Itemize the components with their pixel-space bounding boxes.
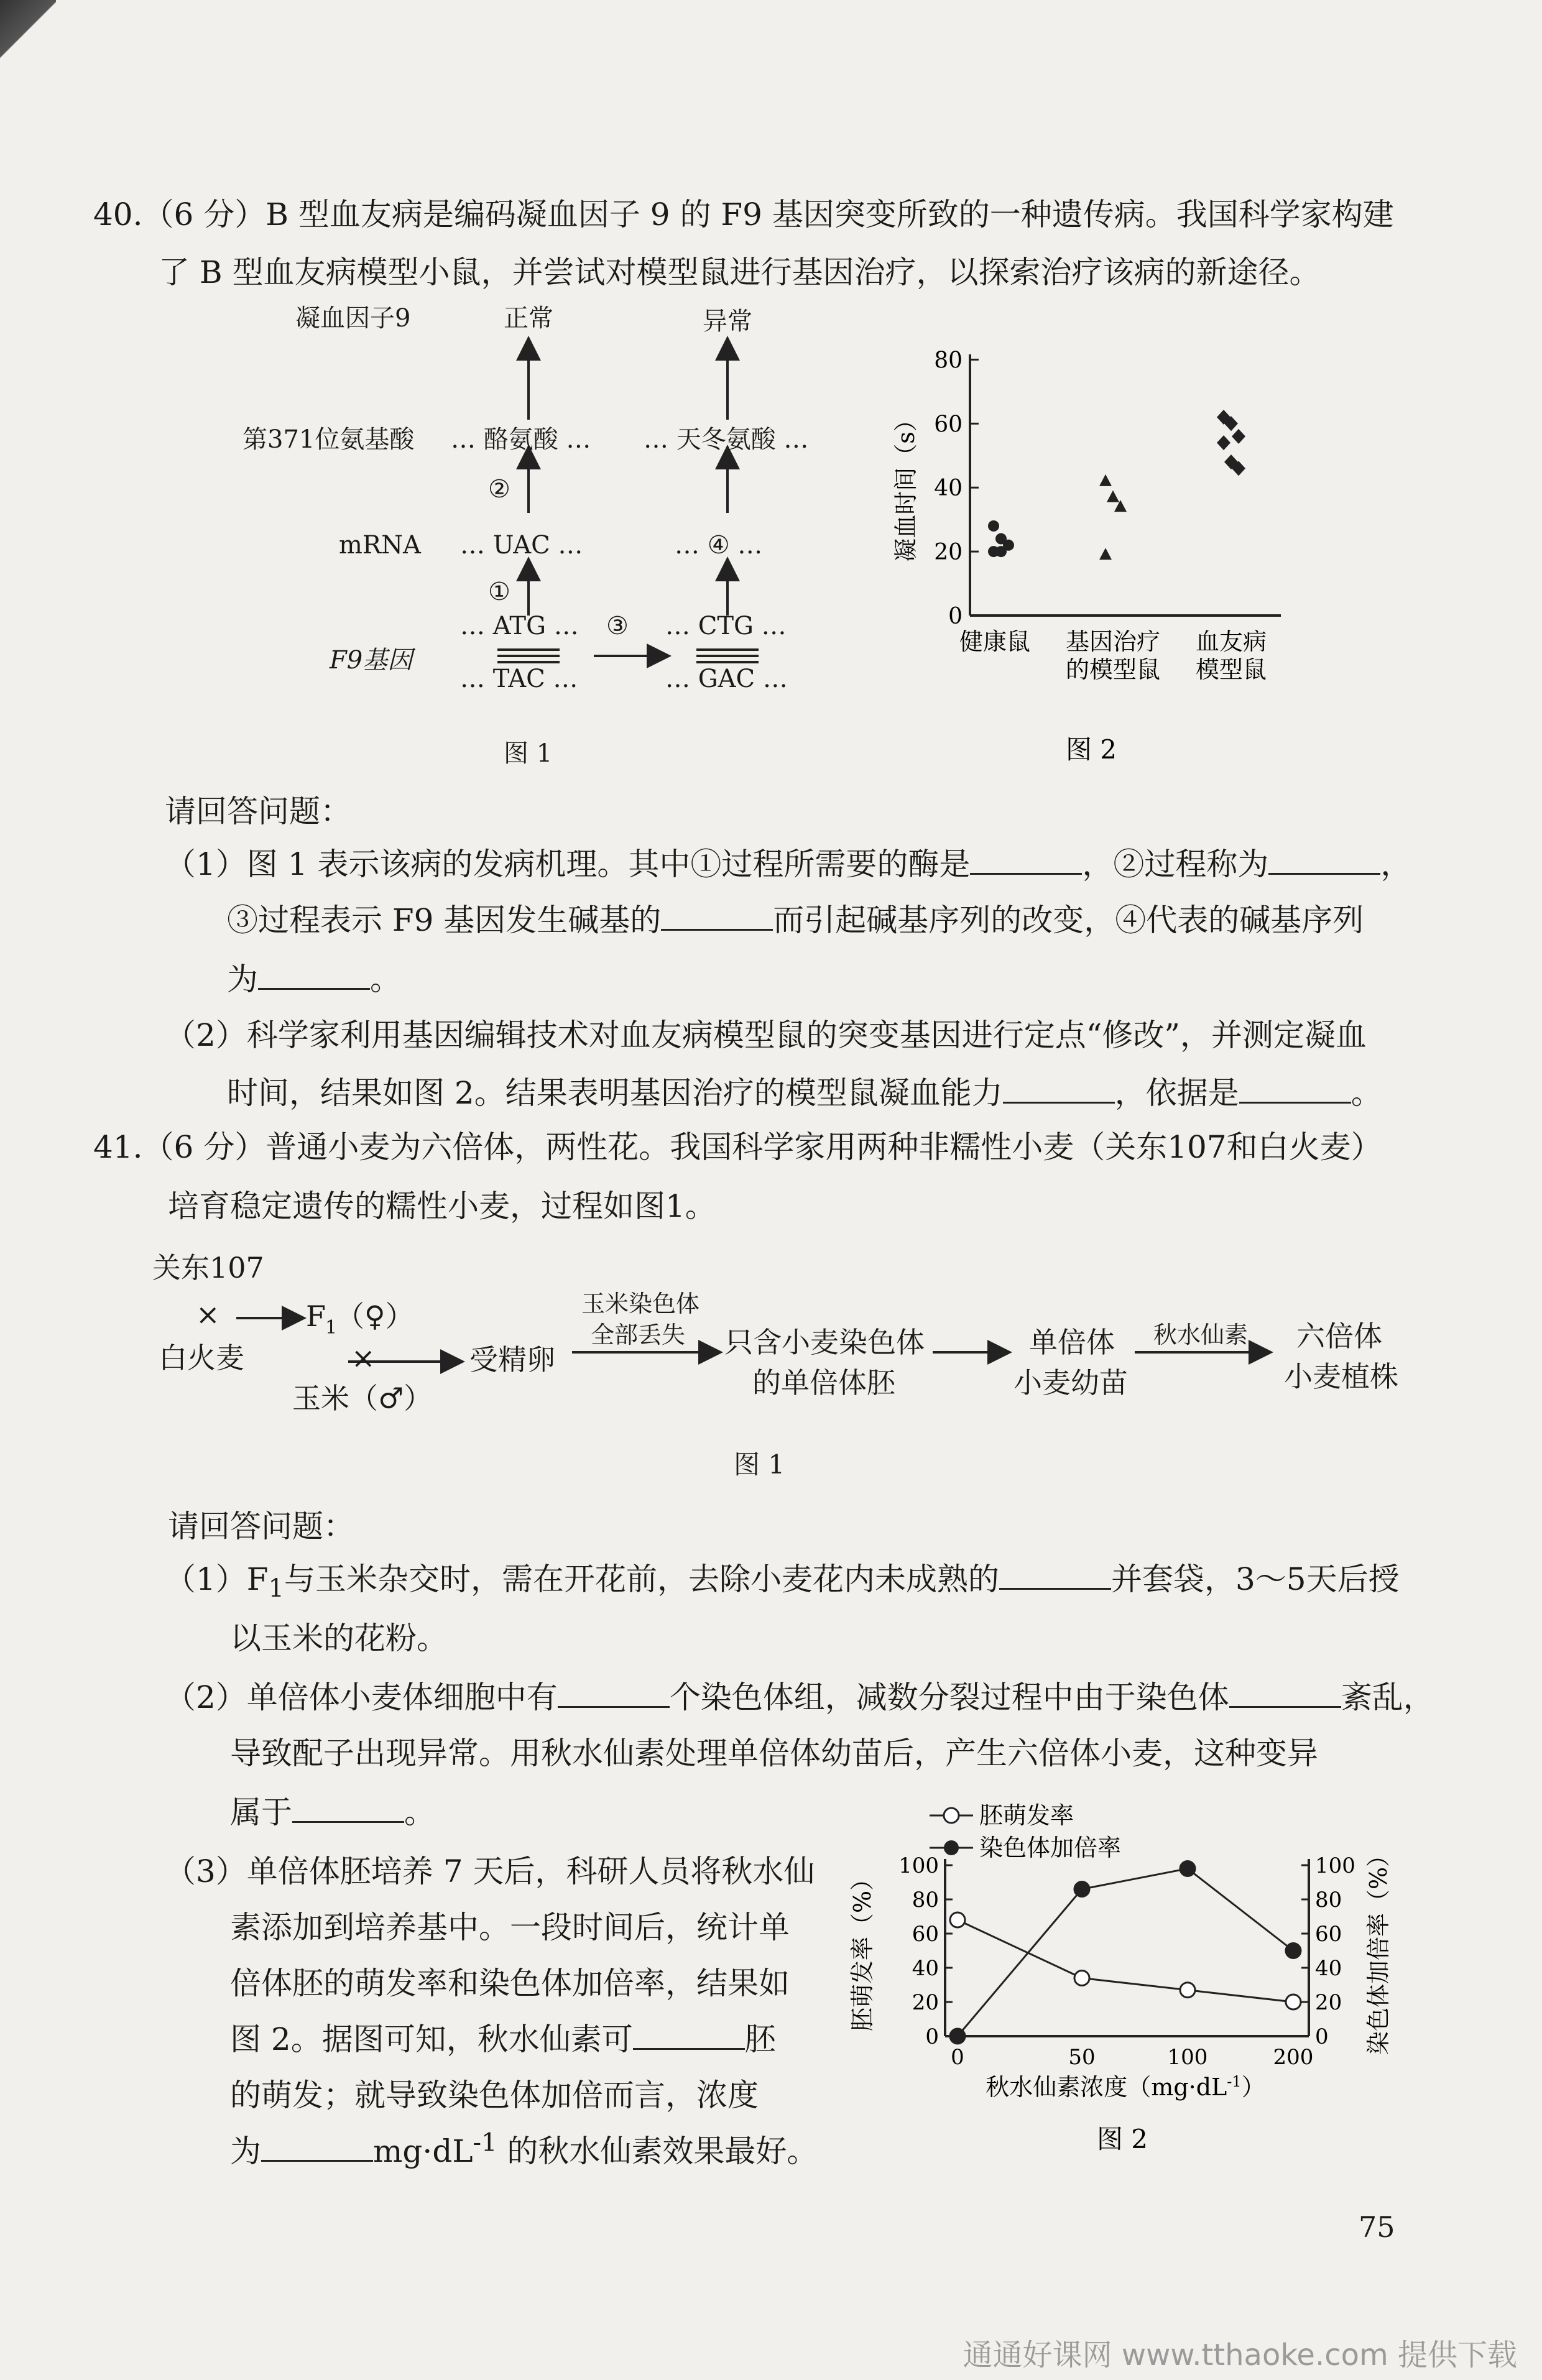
legend-germination: 胚萌发率 [979,1802,1074,1829]
flow-f1-sex: （♀） [336,1299,414,1333]
fig1-tac: … TAC … [460,665,578,693]
q41-part3-line4 [230,2014,776,2059]
point-germination [1286,1995,1301,2009]
page-curl-shadow [0,0,56,87]
q41-p3-text-g: 为 [230,2133,261,2169]
q41-p1-blank-stamen[interactable] [999,1557,1111,1590]
q40-p1-text-b: ，②过程称为 [1082,846,1269,882]
q41-p1-text-a: （1）F [165,1561,269,1597]
fig1-gac: … GAC … [665,665,788,693]
q41-p2-blank-variation[interactable] [292,1790,404,1823]
point-doubling [1180,1861,1195,1876]
point-doubling [950,2029,965,2044]
fig1-met: … 酪氨酸 … [451,425,591,454]
fig1-normal-label: 正常 [504,304,553,333]
fig1-ctg: … CTG … [665,612,787,640]
linechart-ytick-right: 60 [1315,1922,1342,1947]
fig2-ytick-label: 60 [934,412,963,438]
flow-caption: 图 1 [734,1449,785,1480]
q40-p1-text-a: （1）图 1 表示该病的发病机理。其中①过程所需要的酶是 [165,846,971,882]
q40-p1-text-g: 。 [370,961,401,997]
flow-plant1: 六倍体 [1296,1319,1382,1353]
q40-p1-blank-base[interactable] [661,898,773,931]
q40-p2-text-b: 时间，结果如图 2。结果表明基因治疗的模型鼠凝血能力 [227,1075,1003,1111]
linechart-xtick: 50 [1068,2045,1096,2070]
flow-embryo1: 只含小麦染色体 [724,1326,925,1359]
q41-p2-text-a: （2）单倍体小麦体细胞中有 [165,1679,558,1715]
q41-part3-line2: 素添加到培养基中。一段时间后，统计单 [230,1909,790,1945]
q41-stem-1: （6 分）普通小麦为六倍体，两性花。我国科学家用两种非糯性小麦（关东107和白火麦） [142,1129,1382,1165]
fig2-cat3a: 血友病 [1195,628,1267,655]
linechart-axes [945,1859,1309,2036]
point-doubling [1286,1944,1301,1958]
linechart-ytick-right: 80 [1315,1888,1342,1912]
flow-lose2: 全部丢失 [591,1321,686,1349]
q41-p1-text-b: 与玉米杂交时，需在开花前，去除小麦花内未成熟的 [284,1561,999,1597]
flow-guandong: 关东107 [152,1251,264,1285]
fig1-mark2: ② [488,475,510,504]
q41-figure2 [839,1791,1424,2176]
q40-part1-line2 [227,895,1364,940]
linechart-ytick-left: 100 [898,1853,939,1878]
fig2-point-hemophilia [1217,435,1230,450]
linechart-ytick-right: 20 [1315,1990,1342,2015]
q41-p2-blank-sets[interactable] [558,1675,670,1708]
q41-line2: 培育稳定遗传的糯性小麦，过程如图1。 [168,1188,716,1224]
page-number: 75 [1359,2210,1395,2244]
q41-p1-sub: 1 [268,1574,284,1603]
flow-corn: 玉米（♂） [292,1381,433,1415]
linechart-caption: 图 2 [1096,2124,1148,2154]
fig1-mark1: ① [488,578,510,606]
q40-line1 [93,190,1394,234]
fig1-f9gene-label: F9基因 [330,646,413,675]
q40-number: 40. [93,196,143,233]
fig2-ytick-label: 40 [934,476,963,502]
linechart-xlabel: 秋水仙素浓度$(mg\cdot dL^{-1})$ [986,2073,1265,2101]
watermark: 通通好课网 www.tthaoke.com 提供下载 [963,2338,1517,2373]
fig2-cat1: 健康鼠 [959,628,1031,655]
flow-f1: F [306,1299,326,1333]
q41-prompt: 请回答问题： [168,1508,354,1544]
q40-p1-text-d: ③过程表示 F9 基因发生碱基的 [227,902,662,938]
fig2-cat3b: 模型鼠 [1195,656,1267,683]
q40-line2: 了 B 型血友病模型小鼠，并尝试对模型鼠进行基因治疗，以探索治疗该病的新途径。 [159,254,1321,290]
fig2-ytick-label: 20 [934,540,963,566]
q40-p1-text-e: 而引起碱基序列的改变，④代表的碱基序列 [773,902,1364,938]
q40-part1-line3 [227,954,401,999]
fig2-point-healthy [995,546,1007,557]
fig2-ytick-label: 0 [948,604,963,629]
q40-p1-blank-seq4[interactable] [258,957,370,990]
linechart-xtick: 100 [1167,2045,1208,2070]
linechart-legend [930,1802,1121,1861]
linechart-ytick-left: 80 [912,1888,939,1912]
q40-figure2 [877,336,1312,783]
fig1-mark3: ③ [606,612,629,640]
q40-p2-text-d: 。 [1350,1075,1382,1111]
q40-stem-1: B 型血友病是编码凝血因子 9 的 F9 基因突变所致的一种遗传病。我国科学家构建 [265,196,1394,233]
line-germination [958,1920,1293,2002]
flow-cross1: × [196,1298,220,1331]
q41-p3-unit-sup: -1 [473,2128,497,2157]
fig2-point-healthy [988,520,999,532]
q41-part3-line5: 的萌发；就导致染色体加倍而言，浓度 [230,2077,759,2113]
fig2-yticks [934,348,979,629]
q41-p3-blank-effect[interactable] [633,2017,745,2050]
linechart-ytick-right: 0 [1315,2024,1329,2049]
q41-line1 [93,1122,1382,1167]
q41-part3-line6 [230,2126,818,2171]
point-germination [1180,1983,1195,1998]
linechart-ytick-right: 100 [1315,1853,1355,1878]
fig1-uac: … UAC … [460,531,583,560]
q40-p1-blank-process2[interactable] [1268,842,1380,875]
q41-p1-text-c: 并套袋，3～5天后授 [1110,1561,1400,1597]
q41-p3-blank-conc[interactable] [261,2129,373,2162]
linechart-xticks [951,2045,1313,2070]
flow-cross2: × [351,1341,376,1375]
fig2-ytick-label: 80 [934,348,963,374]
flow-colch: 秋水仙素 [1153,1321,1249,1349]
flow-seedling2: 小麦幼苗 [1013,1366,1128,1400]
fig1-factor9-label: 凝血因子9 [295,304,411,333]
q40-p1-blank-enzyme[interactable] [970,842,1082,875]
fig2-point-treated [1107,491,1119,502]
fig1-mark4: … ④ … [675,531,763,560]
q41-p2-text-f: 。 [404,1794,435,1830]
q41-p2-text-e: 属于 [230,1794,292,1830]
q40-part2-line1: （2）科学家利用基因编辑技术对血友病模型鼠的突变基因进行定点“修改”，并测定凝血 [165,1017,1367,1053]
q40-p1-text-f: 为 [227,961,258,997]
linechart-ytick-left: 20 [912,1990,939,2015]
q41-part3-line3: 倍体胚的萌发率和染色体加倍率，结果如 [230,1965,790,2001]
point-doubling [1074,1882,1089,1897]
linechart-ylabel-left: 胚萌发率（%） [849,1866,876,2032]
q40-points: （6 分） [142,196,266,233]
q41-figure1 [143,1247,1449,1495]
flow-lose1: 玉米染色体 [581,1290,700,1317]
legend-doubling: 染色体加倍率 [979,1834,1122,1861]
q41-p2-text-c: 紊乱， [1341,1679,1434,1715]
fig1-mrna-label: mRNA [339,531,421,560]
q41-part2-line1 [165,1672,1434,1717]
linechart-ytick-left: 60 [912,1922,939,1947]
q40-figure1 [236,298,833,783]
q41-p3-unit: mg·dL [373,2133,473,2169]
fig1-atg: … ATG … [460,612,579,640]
linechart-series [950,1861,1301,2044]
linechart-ytick-right: 40 [1315,1956,1342,1981]
q40-p2-blank-ability[interactable] [1003,1071,1115,1104]
flow-f1-sub: 1 [325,1317,338,1339]
fig1-caption: 图 1 [504,739,553,768]
q40-part1-line1 [165,839,1411,884]
linechart-ylabel-right: 染色体加倍率（%） [1365,1843,1392,2055]
q40-p1-text-c: ， [1380,846,1412,882]
q41-p2-text-b: 个染色体组，减数分裂过程中由于染色体 [669,1679,1229,1715]
fig2-ylabel: 凝血时间（s） [892,408,920,562]
fig2-point-treated [1099,474,1112,486]
fig2-point-treated [1099,548,1112,560]
fig1-abnormal-label: 异常 [703,307,752,336]
fig1-asp: … 天冬氨酸 … [644,425,809,454]
q40-prompt: 请回答问题： [165,793,351,829]
flow-seedling1: 单倍体 [1029,1326,1115,1359]
q40-p2-blank-basis[interactable] [1239,1071,1351,1104]
q41-part2-line2: 导致配子出现异常。用秋水仙素处理单倍体幼苗后，产生六倍体小麦，这种变异 [230,1735,1318,1771]
q41-part1-line1 [165,1554,1400,1603]
fig2-points [988,410,1245,560]
linechart-ytick-left: 40 [912,1956,939,1981]
q41-p3-text-d: 图 2。据图可知，秋水仙素可 [230,2021,633,2057]
q41-number: 41. [93,1129,143,1165]
flow-zygote: 受精卵 [469,1343,555,1377]
fig2-caption: 图 2 [1065,734,1117,765]
q41-part3-line1: （3）单倍体胚培养 7 天后，科研人员将秋水仙 [165,1853,815,1889]
q40-part2-line2 [227,1068,1382,1113]
q40-p2-text-c: ，依据是 [1114,1075,1239,1111]
fig1-aa371-label: 第371位氨基酸 [242,425,415,454]
point-germination [1074,1971,1089,1986]
fig2-cat2a: 基因治疗 [1065,628,1161,655]
flow-baihuo: 白火麦 [159,1341,244,1375]
fig2-cat2b: 的模型鼠 [1065,656,1161,683]
fig1-arrows [529,348,727,656]
line-doubling [958,1869,1293,2037]
linechart-xtick: 0 [951,2045,964,2070]
q41-part2-line3 [230,1787,435,1832]
point-germination [950,1912,965,1927]
q41-part1-line2: 以玉米的花粉。 [230,1620,448,1656]
linechart-xtick: 200 [1273,2045,1314,2070]
q41-p3-text-i: 的秋水仙素效果最好。 [497,2133,818,2169]
q41-p3-text-e: 胚 [744,2021,776,2057]
fig2-point-hemophilia [1232,429,1245,444]
fig2-axes [970,354,1281,616]
linechart-ytick-left: 0 [925,2024,939,2049]
flow-embryo2: 的单倍体胚 [752,1366,895,1400]
q41-p2-blank-pairing[interactable] [1229,1675,1341,1708]
flow-plant2: 小麦植株 [1284,1360,1398,1393]
